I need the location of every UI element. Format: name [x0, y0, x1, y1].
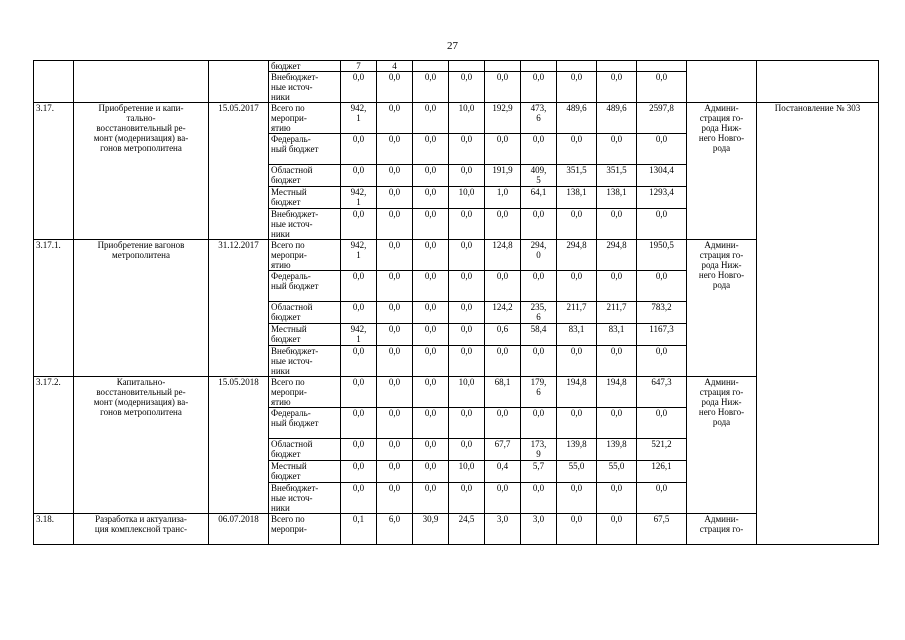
item-number-cell: 3.17.1.	[34, 240, 74, 377]
value-cell: 0,0	[597, 271, 637, 302]
value-cell: 0,0	[449, 72, 485, 103]
value-cell: 0,0	[521, 408, 557, 439]
funding-source-cell: Местный бюджет	[269, 324, 341, 346]
value-cell: 0,0	[557, 483, 597, 514]
value-cell: 138,1	[597, 187, 637, 209]
value-cell	[597, 61, 637, 72]
value-cell: 5,7	[521, 461, 557, 483]
value-cell: 0,0	[341, 377, 377, 408]
value-cell: 1293,4	[637, 187, 687, 209]
table-row	[34, 61, 879, 72]
value-cell: 521,2	[637, 439, 687, 461]
value-cell: 55,0	[557, 461, 597, 483]
value-cell: 0,0	[449, 134, 485, 165]
table-row	[34, 377, 879, 408]
value-cell: 0,0	[341, 461, 377, 483]
value-cell: 0,0	[485, 134, 521, 165]
value-cell: 0,0	[449, 439, 485, 461]
value-cell: 0,0	[377, 103, 413, 134]
value-cell: 0,0	[413, 324, 449, 346]
value-cell: 0,0	[341, 302, 377, 324]
value-cell: 783,2	[637, 302, 687, 324]
value-cell: 0,0	[557, 408, 597, 439]
executor-cell	[687, 61, 757, 103]
funding-source-cell: Внебюджет- ные источ- ники	[269, 346, 341, 377]
value-cell: 0,0	[377, 324, 413, 346]
value-cell: 10,0	[449, 377, 485, 408]
value-cell: 0,0	[413, 461, 449, 483]
value-cell: 235, 6	[521, 302, 557, 324]
value-cell: 0,0	[449, 240, 485, 271]
value-cell: 351,5	[557, 165, 597, 187]
value-cell: 473, 6	[521, 103, 557, 134]
value-cell: 0,0	[521, 346, 557, 377]
value-cell: 0,0	[597, 134, 637, 165]
funding-source-cell: бюджет	[269, 61, 341, 72]
value-cell: 58,4	[521, 324, 557, 346]
value-cell: 0,0	[521, 483, 557, 514]
executor-cell: Админи- страция го- рода Ниж- него Новго- рода	[687, 377, 757, 514]
item-number-cell: 3.17.	[34, 103, 74, 240]
value-cell: 0,0	[377, 72, 413, 103]
value-cell	[413, 61, 449, 72]
value-cell: 3,0	[485, 514, 521, 545]
value-cell: 0,0	[341, 483, 377, 514]
value-cell: 0,0	[597, 408, 637, 439]
value-cell: 0,0	[341, 439, 377, 461]
item-name-cell	[74, 61, 209, 103]
value-cell: 0,0	[341, 408, 377, 439]
executor-cell: Админи- страция го-	[687, 514, 757, 545]
value-cell: 0,0	[413, 240, 449, 271]
value-cell: 191,9	[485, 165, 521, 187]
page-number: 27	[447, 40, 458, 52]
value-cell: 211,7	[557, 302, 597, 324]
document-cell: Постановление № 303	[757, 103, 879, 545]
value-cell: 0,0	[597, 483, 637, 514]
value-cell: 0,1	[341, 514, 377, 545]
value-cell: 0,0	[341, 271, 377, 302]
value-cell: 0,0	[485, 209, 521, 240]
value-cell: 0,0	[637, 134, 687, 165]
value-cell: 0,0	[637, 271, 687, 302]
table-row	[34, 240, 879, 271]
value-cell: 0,0	[377, 187, 413, 209]
value-cell: 0,6	[485, 324, 521, 346]
value-cell: 0,0	[413, 134, 449, 165]
funding-source-cell: Областной бюджет	[269, 165, 341, 187]
value-cell: 0,0	[413, 302, 449, 324]
executor-cell: Админи- страция го- рода Ниж- него Новго- рода	[687, 103, 757, 240]
value-cell: 10,0	[449, 103, 485, 134]
value-cell: 3,0	[521, 514, 557, 545]
value-cell: 0,0	[557, 514, 597, 545]
value-cell: 0,0	[341, 165, 377, 187]
value-cell	[521, 61, 557, 72]
funding-source-cell: Областной бюджет	[269, 302, 341, 324]
funding-source-cell: Местный бюджет	[269, 187, 341, 209]
value-cell: 0,0	[449, 209, 485, 240]
item-name-cell: Приобретение вагонов метрополитена	[74, 240, 209, 377]
value-cell: 0,0	[557, 134, 597, 165]
value-cell: 4	[377, 61, 413, 72]
funding-source-cell: Всего по меропри-	[269, 514, 341, 545]
value-cell: 68,1	[485, 377, 521, 408]
value-cell: 0,0	[557, 346, 597, 377]
value-cell	[557, 61, 597, 72]
value-cell: 67,5	[637, 514, 687, 545]
value-cell: 0,0	[485, 346, 521, 377]
value-cell: 0,0	[377, 271, 413, 302]
funding-source-cell: Внебюджет- ные источ- ники	[269, 483, 341, 514]
value-cell: 0,0	[449, 346, 485, 377]
value-cell	[637, 61, 687, 72]
value-cell: 0,0	[413, 72, 449, 103]
item-number-cell	[34, 61, 74, 103]
value-cell	[449, 61, 485, 72]
item-date-cell	[209, 61, 269, 103]
value-cell: 124,2	[485, 302, 521, 324]
value-cell: 294,8	[557, 240, 597, 271]
table-row	[34, 103, 879, 134]
value-cell: 1167,3	[637, 324, 687, 346]
value-cell: 0,0	[449, 324, 485, 346]
value-cell: 0,0	[377, 240, 413, 271]
funding-source-cell: Областной бюджет	[269, 439, 341, 461]
value-cell: 0,0	[413, 439, 449, 461]
value-cell: 0,0	[413, 408, 449, 439]
value-cell: 0,0	[449, 483, 485, 514]
funding-source-cell: Внебюджет- ные источ- ники	[269, 209, 341, 240]
value-cell: 67,7	[485, 439, 521, 461]
value-cell: 126,1	[637, 461, 687, 483]
value-cell: 0,0	[449, 271, 485, 302]
value-cell: 1,0	[485, 187, 521, 209]
value-cell: 173, 9	[521, 439, 557, 461]
funding-source-cell: Внебюджет- ные источ- ники	[269, 72, 341, 103]
value-cell: 194,8	[597, 377, 637, 408]
value-cell: 0,0	[377, 408, 413, 439]
value-cell: 942, 1	[341, 103, 377, 134]
value-cell: 294,8	[597, 240, 637, 271]
value-cell: 0,0	[413, 103, 449, 134]
value-cell: 0,0	[485, 408, 521, 439]
value-cell: 0,0	[377, 302, 413, 324]
value-cell: 0,0	[341, 209, 377, 240]
table-row	[34, 514, 879, 545]
funding-source-cell: Всего по меропри- ятию	[269, 103, 341, 134]
item-name-cell: Капитально- восстановительный ре- монт (модернизация) ва- гонов метрополитена	[74, 377, 209, 514]
funding-source-cell: Федераль- ный бюджет	[269, 408, 341, 439]
value-cell: 0,0	[413, 271, 449, 302]
item-date-cell: 06.07.2018	[209, 514, 269, 545]
value-cell: 24,5	[449, 514, 485, 545]
funding-source-cell: Местный бюджет	[269, 461, 341, 483]
value-cell: 0,0	[413, 187, 449, 209]
value-cell: 30,9	[413, 514, 449, 545]
item-date-cell: 15.05.2017	[209, 103, 269, 240]
value-cell: 942, 1	[341, 324, 377, 346]
value-cell: 0,0	[521, 72, 557, 103]
value-cell: 10,0	[449, 461, 485, 483]
value-cell: 0,0	[637, 408, 687, 439]
value-cell: 1304,4	[637, 165, 687, 187]
value-cell: 0,0	[637, 346, 687, 377]
item-number-cell: 3.17.2.	[34, 377, 74, 514]
value-cell: 7	[341, 61, 377, 72]
value-cell: 124,8	[485, 240, 521, 271]
funding-source-cell: Всего по меропри- ятию	[269, 240, 341, 271]
value-cell: 0,0	[597, 209, 637, 240]
value-cell: 139,8	[597, 439, 637, 461]
value-cell: 0,0	[377, 483, 413, 514]
value-cell: 83,1	[557, 324, 597, 346]
value-cell: 294, 0	[521, 240, 557, 271]
value-cell: 0,0	[377, 346, 413, 377]
value-cell: 211,7	[597, 302, 637, 324]
value-cell: 0,0	[485, 483, 521, 514]
value-cell: 0,0	[377, 165, 413, 187]
funding-source-cell: Федераль- ный бюджет	[269, 271, 341, 302]
value-cell: 64,1	[521, 187, 557, 209]
value-cell: 0,0	[413, 209, 449, 240]
value-cell: 0,0	[413, 483, 449, 514]
value-cell: 192,9	[485, 103, 521, 134]
item-date-cell: 31.12.2017	[209, 240, 269, 377]
value-cell: 0,0	[597, 346, 637, 377]
value-cell: 0,0	[557, 209, 597, 240]
funding-source-cell: Всего по меропри- ятию	[269, 377, 341, 408]
value-cell: 2597,8	[637, 103, 687, 134]
value-cell: 0,0	[377, 461, 413, 483]
value-cell: 0,0	[521, 134, 557, 165]
value-cell: 0,0	[597, 72, 637, 103]
value-cell: 1950,5	[637, 240, 687, 271]
value-cell: 0,0	[597, 514, 637, 545]
value-cell: 0,0	[637, 483, 687, 514]
value-cell: 0,0	[485, 72, 521, 103]
value-cell: 0,0	[521, 209, 557, 240]
item-name-cell: Разработка и актуализа- ция комплексной транс-	[74, 514, 209, 545]
value-cell: 0,0	[377, 209, 413, 240]
value-cell: 0,0	[341, 134, 377, 165]
value-cell: 0,0	[637, 72, 687, 103]
value-cell: 409, 5	[521, 165, 557, 187]
value-cell: 10,0	[449, 187, 485, 209]
document-cell	[757, 61, 879, 103]
value-cell: 139,8	[557, 439, 597, 461]
value-cell: 0,0	[485, 271, 521, 302]
value-cell: 0,0	[557, 72, 597, 103]
value-cell: 0,0	[377, 377, 413, 408]
executor-cell: Админи- страция го- рода Ниж- него Новго- рода	[687, 240, 757, 377]
value-cell: 0,0	[449, 302, 485, 324]
item-name-cell: Приобретение и капи- тально- восстановительный ре- монт (модернизация) ва- гонов метрополитена	[74, 103, 209, 240]
value-cell: 0,0	[377, 134, 413, 165]
value-cell: 0,0	[449, 408, 485, 439]
value-cell: 6,0	[377, 514, 413, 545]
value-cell: 0,0	[557, 271, 597, 302]
value-cell: 194,8	[557, 377, 597, 408]
value-cell: 0,0	[377, 439, 413, 461]
value-cell: 55,0	[597, 461, 637, 483]
item-date-cell: 15.05.2018	[209, 377, 269, 514]
value-cell: 0,0	[521, 271, 557, 302]
value-cell: 179, 6	[521, 377, 557, 408]
program-table	[33, 60, 879, 545]
value-cell: 0,0	[449, 165, 485, 187]
value-cell: 0,0	[413, 346, 449, 377]
value-cell: 138,1	[557, 187, 597, 209]
value-cell	[485, 61, 521, 72]
value-cell: 942, 1	[341, 240, 377, 271]
value-cell: 351,5	[597, 165, 637, 187]
value-cell: 0,0	[413, 165, 449, 187]
value-cell: 489,6	[557, 103, 597, 134]
value-cell: 0,0	[637, 209, 687, 240]
item-number-cell: 3.18.	[34, 514, 74, 545]
value-cell: 0,0	[341, 72, 377, 103]
value-cell: 0,4	[485, 461, 521, 483]
value-cell: 0,0	[413, 377, 449, 408]
value-cell: 83,1	[597, 324, 637, 346]
funding-source-cell: Федераль- ный бюджет	[269, 134, 341, 165]
value-cell: 489,6	[597, 103, 637, 134]
value-cell: 0,0	[341, 346, 377, 377]
value-cell: 647,3	[637, 377, 687, 408]
value-cell: 942, 1	[341, 187, 377, 209]
